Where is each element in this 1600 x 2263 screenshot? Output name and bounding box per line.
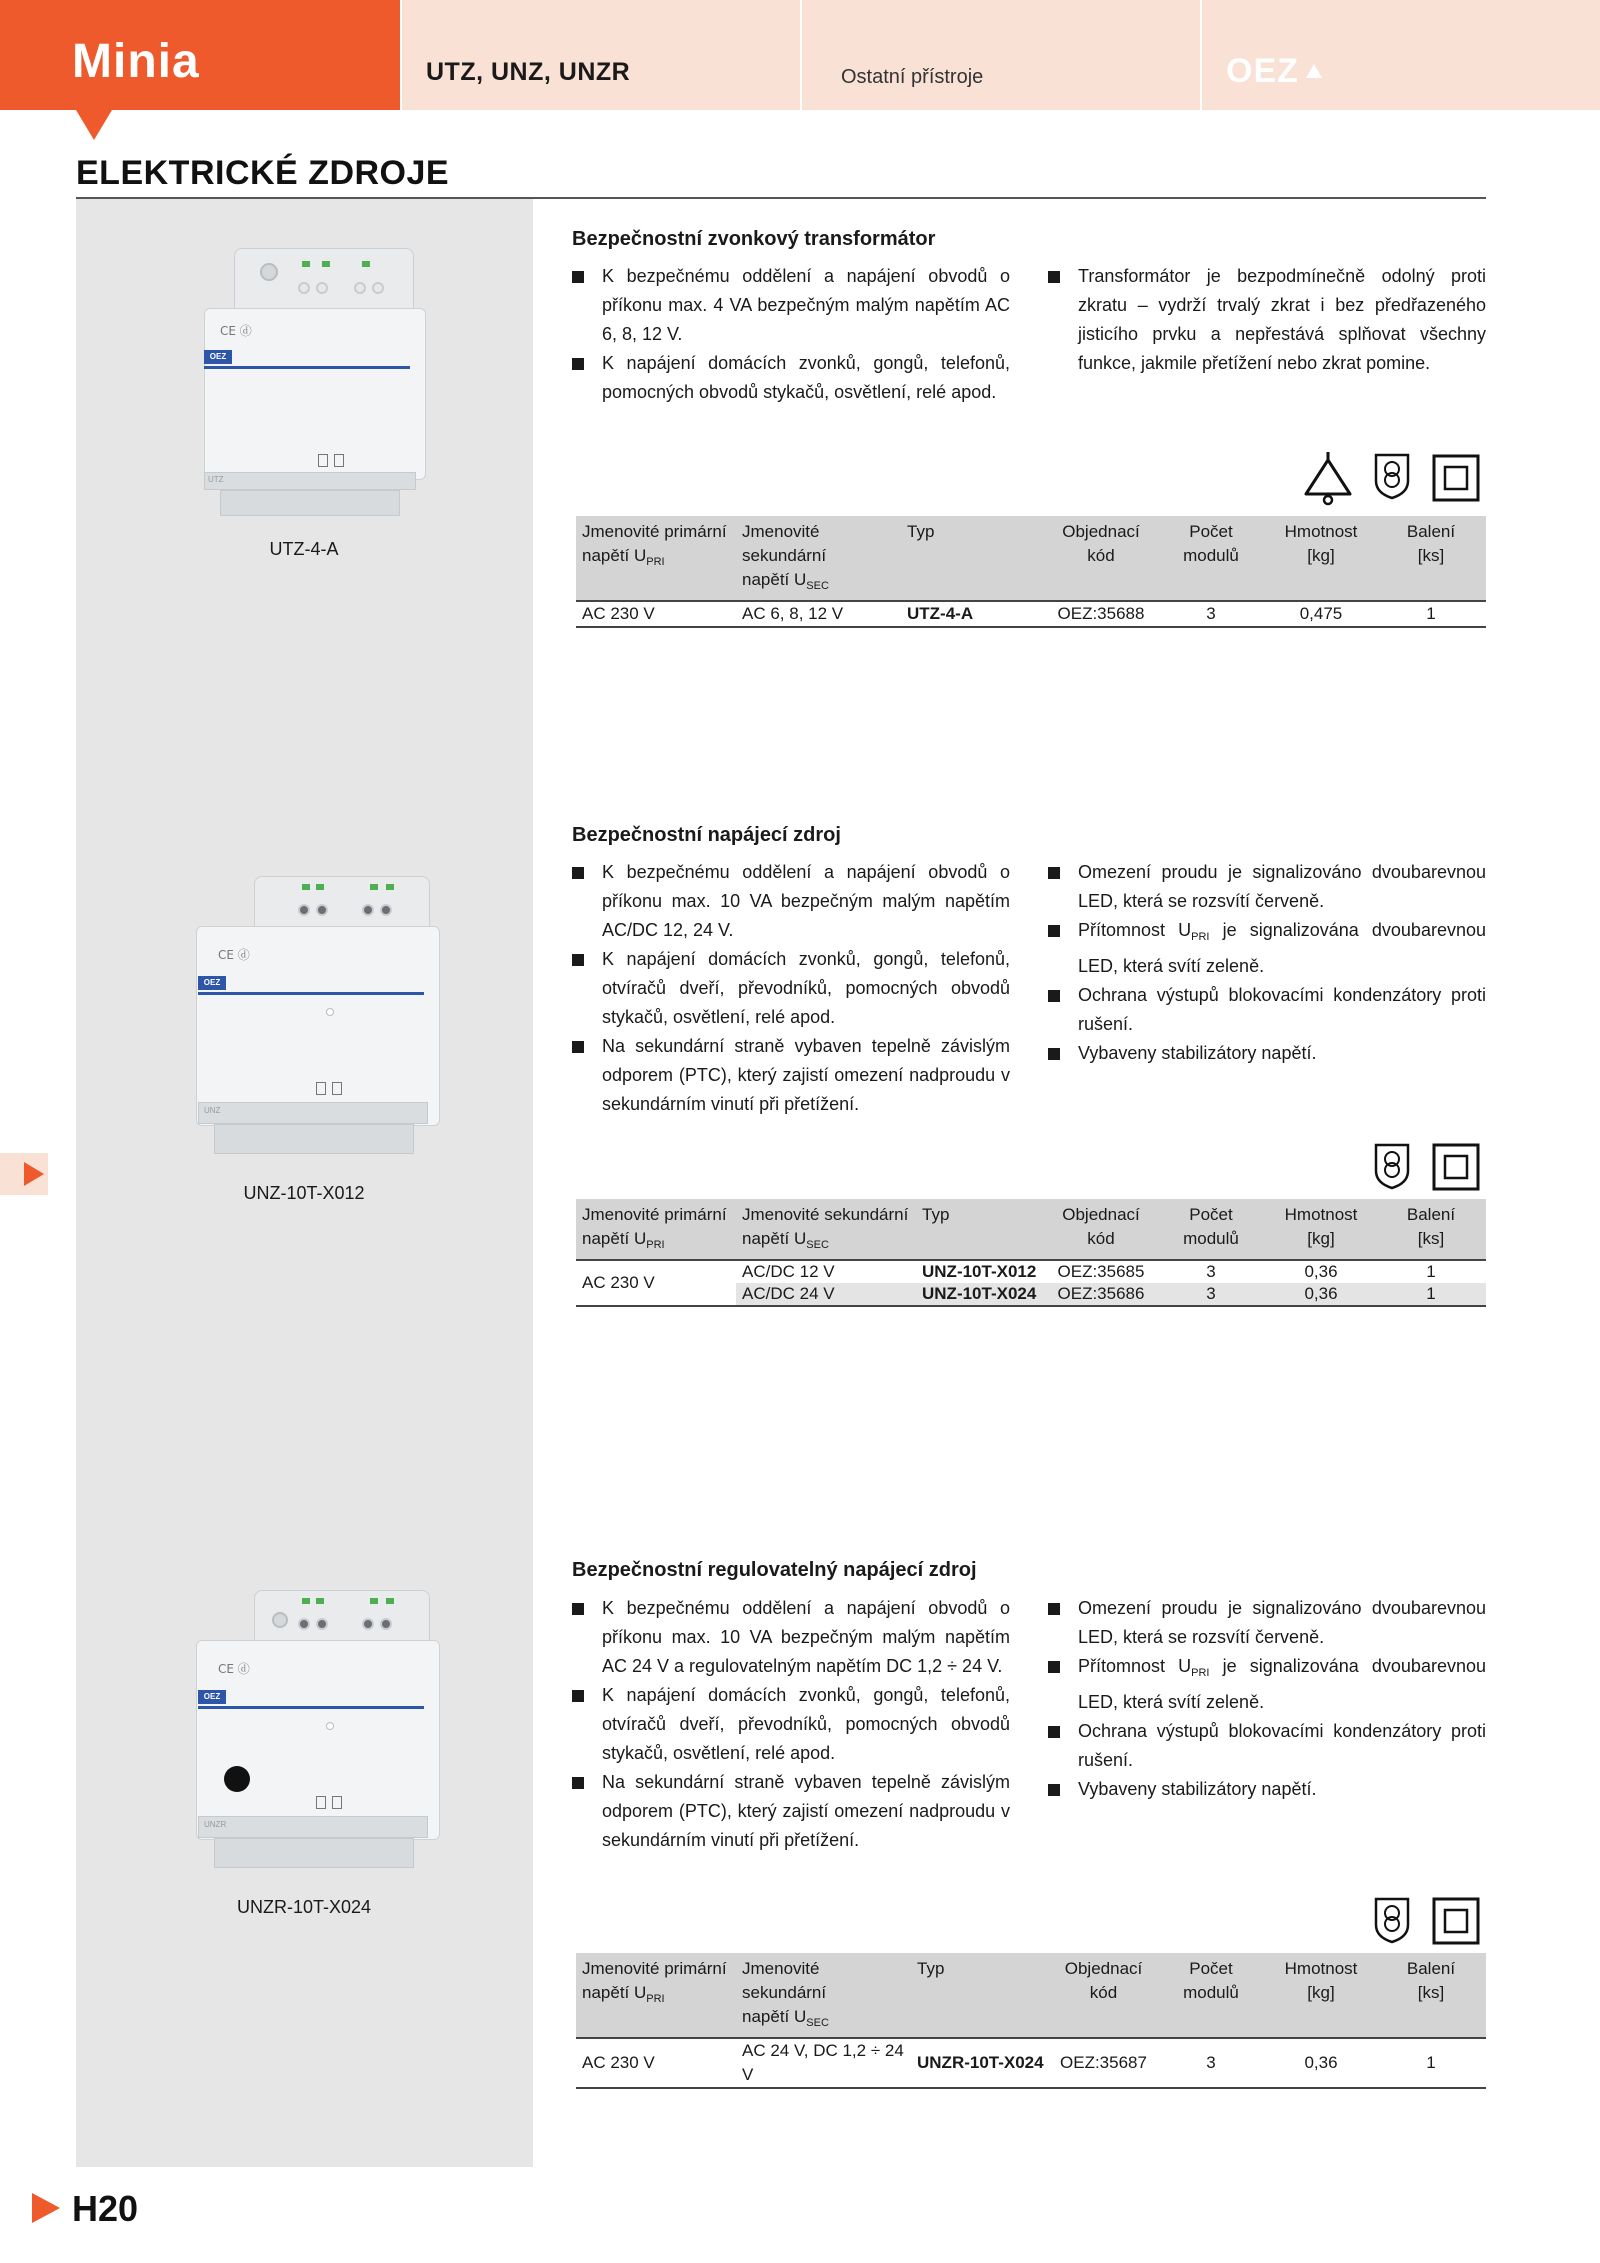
cell-type: UTZ-4-A [901,601,1046,627]
column-header-type: Typ [911,1953,1051,2038]
ce-mark: CE ⓓ [218,1662,250,1676]
column-header-weight: Hmotnost [kg] [1266,1199,1376,1260]
terminal-screw [372,282,384,294]
status-led [326,1722,334,1730]
terminal-marker [386,884,394,890]
device-foot [214,1124,414,1154]
cell-order-code: OEZ:35686 [1046,1283,1156,1306]
page-header [0,0,1600,110]
cell-primary: AC 230 V [576,1260,736,1306]
cell-modules: 3 [1156,1283,1266,1306]
terminal-marker [316,1598,324,1604]
terminal-screw [316,904,328,916]
terminal-screw [362,904,374,916]
terminal-marker [302,1598,310,1604]
oez-logo: OEZ [1226,52,1299,90]
terminal-screw [298,1618,310,1630]
cell-type: UNZ-10T-X012 [916,1260,1046,1283]
device-symbol-box [332,1796,342,1809]
spec-table-utz [576,516,1486,628]
section-heading: Bezpečnostní zvonkový transformátor [572,228,936,250]
column-header-primary: Jmenovité primární napětí $U_{PRI}$ [576,1199,736,1260]
feature-item: Na sekundární straně vybaven tepelně závislým odporem (PTC), který zajistí omezení nadproudu v sekundárním vinutí při přetížení. [572,1032,1010,1119]
cell-order-code: OEZ:35687 [1051,2038,1156,2088]
feature-item: Přítomnost $U_{PRI}$ je signalizována dvoubarevnou LED, která svítí zeleně. [1048,1652,1486,1717]
terminal-screw [316,1618,328,1630]
feature-list-right [1048,858,1486,1068]
cell-secondary: AC/DC 12 V [736,1260,916,1283]
device-lower-section [198,1816,428,1838]
device-stripe [198,992,424,995]
terminal-marker [302,884,310,890]
image-caption: UTZ-4-A [269,539,339,559]
cell-modules: 3 [1156,2038,1266,2088]
device-symbol-box [318,454,328,467]
spec-table-unz [576,1199,1486,1307]
device-brand-badge: OEZ [198,1690,226,1704]
product-image-utz [190,246,440,536]
terminal-marker [386,1598,394,1604]
terminal-screw [298,904,310,916]
safety-transformer-icon [1373,451,1411,501]
section-heading: Bezpečnostní napájecí zdroj [572,824,841,846]
feature-item: Na sekundární straně vybaven tepelně závislým odporem (PTC), který zajistí omezení nadproudu v sekundárním vinutí při přetížení. [572,1768,1010,1855]
device-symbol-box [334,454,344,467]
column-header-package: Balení [ks] [1376,516,1486,601]
terminal-marker [370,1598,378,1604]
feature-item: Vybaveny stabilizátory napětí. [1048,1775,1486,1804]
voltage-adjust-knob [224,1766,250,1792]
feature-list-left [572,262,1010,407]
terminal-screw [298,282,310,294]
column-header-order-code: Objednací kód [1051,1953,1156,2038]
page-number: H20 [72,2188,139,2229]
feature-item: Přítomnost $U_{PRI}$ je signalizována dvoubarevnou LED, která svítí zeleně. [1048,916,1486,981]
cell-package: 1 [1376,601,1486,627]
cell-modules: 3 [1156,601,1266,627]
device-symbol-box [332,1082,342,1095]
terminal-screw [380,1618,392,1630]
device-lower-section [204,472,416,490]
device-brand-badge: OEZ [198,976,226,990]
column-header-modules: Počet modulů [1156,1199,1266,1260]
feature-item: K napájení domácích zvonků, gongů, telefonů, pomocných obvodů stykačů, osvětlení, relé apod. [572,349,1010,407]
double-insulation-icon [1432,1897,1480,1945]
terminal-marker [362,261,370,267]
feature-item: Omezení proudu je signalizováno dvoubarevnou LED, která se rozsvítí červeně. [1048,858,1486,916]
cell-secondary: AC/DC 24 V [736,1283,916,1306]
ce-mark: CE ⓓ [220,324,252,338]
feature-item: Omezení proudu je signalizováno dvoubarevnou LED, která se rozsvítí červeně. [1048,1594,1486,1652]
device-model-label: UTZ [208,475,224,484]
device-model-label: UNZR [204,1820,227,1829]
device-stripe [198,1706,424,1709]
safety-transformer-icon [1373,1895,1411,1945]
column-header-primary: Jmenovité primární napětí $U_{PRI}$ [576,516,736,601]
column-header-order-code: Objednací kód [1046,516,1156,601]
cell-weight: 0,36 [1266,1260,1376,1283]
table-row [576,601,1486,627]
cell-type: UNZR-10T-X024 [911,2038,1051,2088]
status-led [326,1008,334,1016]
cell-weight: 0,475 [1266,601,1376,627]
column-header-weight: Hmotnost [kg] [1266,1953,1376,2038]
cell-weight: 0,36 [1266,1283,1376,1306]
page-number-arrow-icon [32,2193,60,2223]
terminal-marker [322,261,330,267]
column-header-modules: Počet modulů [1156,516,1266,601]
terminal-screw [354,282,366,294]
header-cell-category [802,0,1200,110]
table-header-row [576,1953,1486,2038]
spec-table-unzr [576,1953,1486,2089]
cell-package: 1 [1376,1283,1486,1306]
column-header-modules: Počet modulů [1156,1953,1266,2038]
feature-item: K bezpečnému oddělení a napájení obvodů o příkonu max. 10 VA bezpečným malým napětím AC/DC 12, 24 V. [572,858,1010,945]
column-header-primary: Jmenovité primární napětí $U_{PRI}$ [576,1953,736,2038]
oez-logo-triangle-icon [1306,64,1322,78]
terminal-screw [316,282,328,294]
product-image-unzr [190,1580,440,1890]
device-model-label: UNZ [204,1106,221,1115]
page-title: ELEKTRICKÉ ZDROJE [76,154,450,192]
brand-block [0,0,400,110]
terminal-marker [302,261,310,267]
feature-item: Ochrana výstupů blokovacími kondenzátory proti rušení. [1048,1717,1486,1775]
table-header-row [576,1199,1486,1260]
series-label: UTZ, UNZ, UNZR [426,58,631,86]
terminal-screw [380,904,392,916]
column-header-package: Balení [ks] [1376,1199,1486,1260]
cell-order-code: OEZ:35685 [1046,1260,1156,1283]
cell-weight: 0,36 [1266,2038,1376,2088]
column-header-package: Balení [ks] [1376,1953,1486,2038]
bell-icon [1302,450,1354,506]
table-row [576,2038,1486,2088]
feature-item: K bezpečnému oddělení a napájení obvodů o příkonu max. 4 VA bezpečným malým napětím AC 6, 8, 12 V. [572,262,1010,349]
terminal-marker [316,884,324,890]
feature-list-left [572,1594,1010,1855]
device-symbol-box [316,1796,326,1809]
cell-primary: AC 230 V [576,2038,736,2088]
device-stripe [204,366,410,369]
cell-order-code: OEZ:35688 [1046,601,1156,627]
image-caption: UNZ-10T-X012 [243,1183,365,1203]
brand-name: Minia [72,35,200,88]
terminal-marker [370,884,378,890]
feature-list-right [1048,1594,1486,1804]
feature-list-left [572,858,1010,1119]
feature-list-right [1048,262,1486,378]
cell-type: UNZ-10T-X024 [916,1283,1046,1306]
device-lower-section [198,1102,428,1124]
cell-primary: AC 230 V [576,601,736,627]
column-header-type: Typ [901,516,1046,601]
feature-item: Ochrana výstupů blokovacími kondenzátory proti rušení. [1048,981,1486,1039]
section-heading: Bezpečnostní regulovatelný napájecí zdroj [572,1559,977,1581]
device-symbol-box [316,1082,326,1095]
feature-item: Vybaveny stabilizátory napětí. [1048,1039,1486,1068]
double-insulation-icon [1432,454,1480,502]
cell-package: 1 [1376,2038,1486,2088]
device-screw [272,1612,288,1628]
table-header-row [576,516,1486,601]
cell-modules: 3 [1156,1260,1266,1283]
device-foot [220,490,400,516]
feature-item: K napájení domácích zvonků, gongů, telefonů, otvíračů dveří, převodníků, pomocných obvodů stykačů, osvětlení, relé apod. [572,1681,1010,1768]
cell-secondary: AC 6, 8, 12 V [736,601,901,627]
cell-secondary: AC 24 V, DC 1,2 ÷ 24 V [736,2038,911,2088]
section-tab-arrow-icon [24,1162,44,1186]
column-header-secondary: Jmenovité sekundární napětí $U_{SEC}$ [736,516,901,601]
device-screw [260,263,278,281]
image-caption: UNZR-10T-X024 [236,1897,372,1917]
category-label: Ostatní přístroje [841,66,984,88]
feature-item: K bezpečnému oddělení a napájení obvodů o příkonu max. 10 VA bezpečným malým napětím AC 24 V a regulovatelným napětím DC 1,2 ÷ 24 V. [572,1594,1010,1681]
header-cell-series [402,0,800,110]
safety-transformer-icon [1373,1141,1411,1191]
column-header-type: Typ [916,1199,1046,1260]
table-row [576,1260,1486,1283]
column-header-order-code: Objednací kód [1046,1199,1156,1260]
double-insulation-icon [1432,1143,1480,1191]
device-foot [214,1838,414,1868]
column-header-secondary: Jmenovité sekundární napětí $U_{SEC}$ [736,1199,916,1260]
product-image-unz [190,866,440,1176]
feature-item: Transformátor je bezpodmínečně odolný proti zkratu – vydrží trvalý zkrat i bez předřazeného jisticího prvku a nepřestává splňovat všechny funkce, jakmile přetížení nebo zkrat pomine. [1048,262,1486,378]
column-header-weight: Hmotnost [kg] [1266,516,1376,601]
device-brand-badge: OEZ [204,350,232,364]
cell-package: 1 [1376,1260,1486,1283]
brand-arrow-icon [76,110,112,140]
ce-mark: CE ⓓ [218,948,250,962]
terminal-screw [362,1618,374,1630]
column-header-secondary: Jmenovité sekundární napětí $U_{SEC}$ [736,1953,911,2038]
feature-item: K napájení domácích zvonků, gongů, telefonů, otvíračů dveří, převodníků, pomocných obvodů stykačů, osvětlení, relé apod. [572,945,1010,1032]
